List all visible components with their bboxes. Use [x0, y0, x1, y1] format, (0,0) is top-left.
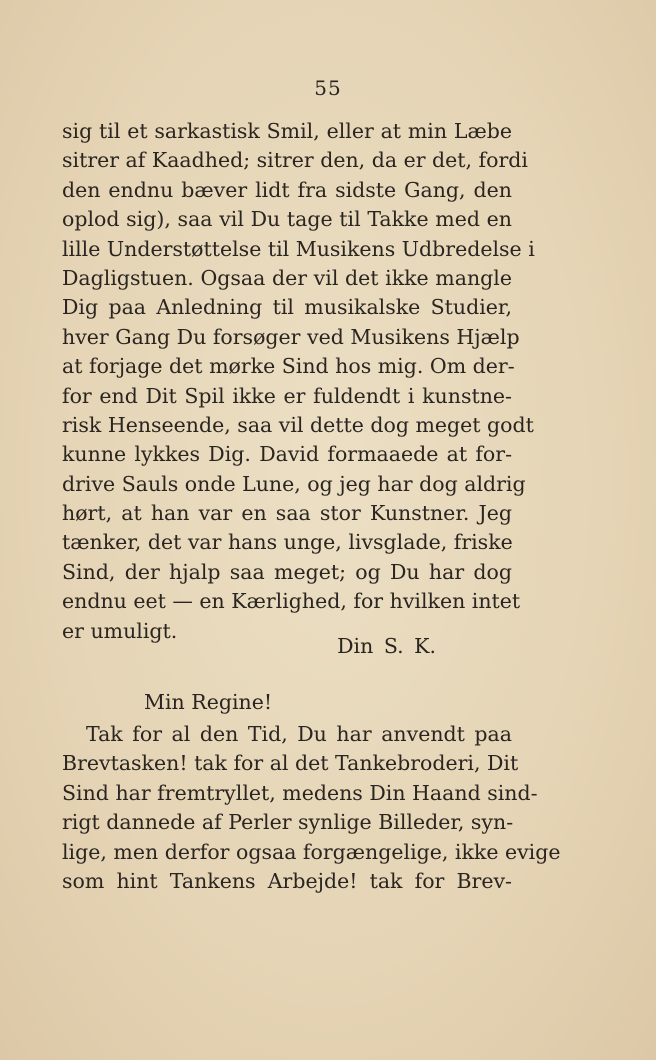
text-line: lige, men derfor ogsaa forgængelige, ikke evige — [62, 839, 561, 864]
text-line: sitrer af Kaadhed; sitrer den, da er det, fordi — [62, 148, 528, 173]
text-line: Brevtasken! tak for al det Tankebroderi, Dit — [62, 751, 519, 776]
paragraph-1 — [62, 117, 535, 646]
text-line: den endnu bæver lidt fra sidste Gang, den — [62, 177, 512, 202]
text-line: hver Gang Du forsøger ved Musikens Hjælp — [62, 324, 520, 349]
text-line: er umuligt. — [62, 618, 178, 643]
text-line: lille Understøttelse til Musikens Udbredelse i — [62, 236, 535, 261]
text-line: at forjage det mørke Sind hos mig. Om der- — [62, 354, 515, 379]
page-number: 55 — [314, 76, 342, 100]
text-line: kunne lykkes Dig. David formaaede at for- — [62, 442, 512, 467]
text-line: rigt dannede af Perler synlige Billeder, syn- — [62, 810, 514, 835]
text-line: drive Sauls onde Lune, og jeg har dog aldrig — [62, 471, 526, 496]
text-line: sig til et sarkastisk Smil, eller at min Læbe — [62, 119, 512, 143]
text-line: for end Dit Spil ikke er fuldendt i kunstne- — [62, 383, 512, 408]
text-line: Dagligstuen. Ogsaa der vil det ikke mangle — [62, 265, 512, 290]
text-line: Tak for al den Tid, Du har anvendt paa — [86, 722, 512, 746]
salutation: Min Regine! — [144, 690, 273, 714]
text-line: oplod sig), saa vil Du tage til Takke med en — [62, 207, 512, 232]
text-line: Sind, der hjalp saa meget; og Du har dog — [62, 559, 512, 584]
paragraph-2 — [62, 720, 561, 896]
text-line: endnu eet — en Kærlighed, for hvilken intet — [62, 589, 521, 614]
text-line: tænker, det var hans unge, livsglade, friske — [62, 530, 513, 555]
text-line: risk Henseende, saa vil dette dog meget godt — [62, 412, 534, 437]
text-line: som hint Tankens Arbejde! tak for Brev- — [62, 868, 512, 893]
signature: Din S. K. — [337, 634, 436, 658]
text-line: Dig paa Anledning til musikalske Studier, — [62, 295, 512, 320]
text-line: Sind har fremtryllet, medens Din Haand sind- — [62, 780, 538, 805]
text-line: hørt, at han var en saa stor Kunstner. Jeg — [62, 501, 512, 526]
